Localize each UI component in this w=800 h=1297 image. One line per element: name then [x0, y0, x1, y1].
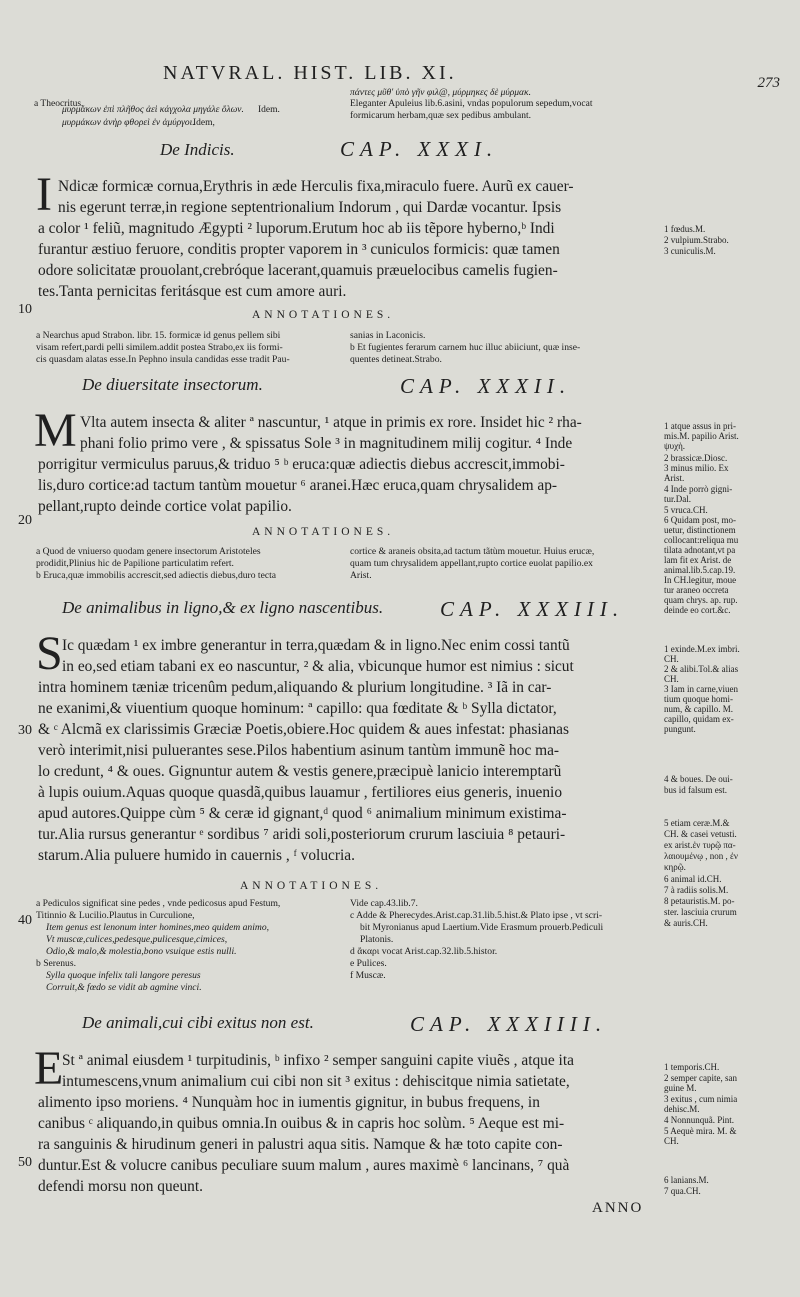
text-line: duntur.Est & volucre canibus peculiare suum malum , aures maximè ⁶ lancinans, ⁷ quà — [38, 1157, 570, 1174]
text-line: Vlta autem insecta & aliter ª nascuntur, ¹ atque in primis ex rore. Insidet hic ² rha- — [80, 414, 582, 431]
margin-note: guine M. — [664, 1083, 697, 1093]
annotation-line: quentes detineat.Strabo. — [350, 354, 442, 365]
text-line: à lupis ouium.Aquas quoque quasdã,quibus lauamur , fertiliores eius generis, inuenio — [38, 784, 563, 801]
margin-note: 1 atque assus in pri- — [664, 421, 736, 431]
annotation-line: b Et fugientes ferarum carnem huc illuc abiiciunt, quæ inse- — [350, 342, 581, 353]
margin-note: 3 minus milio. Ex — [664, 463, 729, 473]
annotation-line: d ἄκαρι vocat Arist.cap.32.lib.5.histor. — [350, 946, 498, 957]
margin-note: tur.Dal. — [664, 494, 691, 504]
margin-note: deinde eo cort.&c. — [664, 605, 731, 615]
margin-note: 6 lanians.M. — [664, 1175, 709, 1185]
top-note-right-3: formicarum herbam,quæ sex pedibus ambulant. — [350, 111, 531, 121]
margin-note: 5 etiam ceræ.M.& — [664, 818, 730, 828]
line-number: 10 — [18, 302, 32, 317]
drop-cap: M — [34, 404, 77, 457]
annotation-line: c Adde & Pherecydes.Arist.cap.31.lib.5.hist.& Plato ipse , vt scri- — [350, 910, 603, 921]
margin-note: quam chrys. ap. rup. — [664, 595, 738, 605]
annotation-line: Arist. — [350, 570, 372, 581]
margin-note: 4 Nonnunquã. Pint. — [664, 1115, 735, 1125]
text-line: lis,duro cortice:ad tactum tantùm mouetur ⁶ aranei.Hæc eruca,quam chrysalidem ap- — [38, 477, 558, 494]
text-line: a color ¹ feliũ, magnitudo Ægypti ² luporum.Erutum hoc ab iis tẽpore hyberno,ᵇ Indi — [38, 220, 555, 237]
top-note-left-4: Idem. — [258, 105, 280, 115]
margin-note: capillo, quidam ex- — [664, 714, 734, 724]
text-line: phani folio primo vere , & spissatus Sole ³ in magnitudinem milij cogitur. ⁴ Inde — [80, 435, 573, 452]
section-title: De Indicis. — [160, 140, 235, 159]
margin-note: 8 petauristis.M. po- — [664, 896, 735, 906]
top-note-right-1: πάντες μῦθ' ὑπὸ γῆν φιλ@, μύρμηκες δὲ μύρμακ. — [350, 88, 531, 98]
margin-note: & auris.CH. — [664, 918, 708, 928]
margin-note: 7 qua.CH. — [664, 1186, 701, 1196]
text-line: tes.Tanta pernicitas feritásque est cum amore auri. — [38, 283, 347, 300]
annotations-heading: ANNOTATIONES. — [252, 309, 395, 321]
margin-note: 2 vulpium.Strabo. — [664, 235, 729, 245]
text-line: in eo,sed etiam tabani ex eo nascuntur, ² & alia, vbicunque humor est nimius : sicut — [62, 658, 574, 675]
text-line: ne exanimi,& viuentium quoque hominum: ª capillo: qua fœditate & ᵇ Sylla dictator, — [38, 700, 557, 717]
text-line: St ª animal eiusdem ¹ turpitudinis, ᵇ infixo ² semper sanguini capite viuẽs , atque ita — [62, 1052, 574, 1069]
text-line: nis egerunt terræ,in regione septentrionalium Indorum , qui Dardæ vocantur. Ipsis — [58, 199, 562, 216]
annotation-line: a Nearchus apud Strabon. libr. 15. formicæ id genus pellem sibi — [36, 330, 281, 341]
drop-cap: I — [36, 168, 52, 221]
annotation-line: b Serenus. — [36, 958, 76, 969]
margin-note: CH. & casei vetusti. — [664, 829, 737, 839]
margin-note: 6 Quidam post, mo- — [664, 515, 736, 525]
annotation-line: Odio,& malo,& molestia,bono vsuique estis nulli. — [46, 946, 237, 957]
margin-note: 1 exinde.M.ex imbri. — [664, 644, 740, 654]
text-line: furantur æstiuo feruore, conditis propter vaporem in ³ cuniculos formicis: quæ tamen — [38, 241, 560, 258]
annotation-line: prodidit,Plinius hic de Papilione particulatim refert. — [36, 558, 234, 569]
annotation-line: Platonis. — [360, 934, 394, 945]
margin-note: In CH.legitur, moue — [664, 575, 737, 585]
margin-note: λαιουμένῳ , non , ἐν — [664, 851, 738, 861]
text-line: defendi morsu non queunt. — [38, 1178, 203, 1195]
margin-note: 3 exitus , cum nimia — [664, 1094, 738, 1104]
text-line: tur.Alia rursus generantur ᵉ sordibus ⁷ aridi soli,posteriorum crurum lasciuia ⁸ petauri- — [38, 826, 566, 843]
margin-note: 7 à radiis solis.M. — [664, 885, 729, 895]
annotation-line: b Eruca,quæ immobilis accrescit,sed adiectis diebus,duro tecta — [36, 570, 277, 581]
annotations-heading: ANNOTATIONES. — [252, 526, 395, 538]
section-title: De animali,cui cibi exitus non est. — [82, 1013, 314, 1032]
margin-note: 5 Aequè mira. M. & — [664, 1126, 737, 1136]
section-title: De animalibus in ligno,& ex ligno nascentibus. — [62, 598, 384, 617]
drop-cap: E — [34, 1042, 64, 1095]
line-number: 30 — [18, 723, 32, 738]
top-note-left-3: μυρμάκων ἀνὴρ φθορεὶ ἐν ἀμύργοι. — [62, 118, 195, 128]
margin-note: 2 & alibi.Tol.& alias — [664, 664, 739, 674]
annotation-line: Titinnio & Lucilio.Plautus in Curculione, — [36, 910, 195, 921]
chapter-number: CAP. XXXIIII. — [410, 1012, 608, 1036]
top-note-left-1: a Theocritus, — [34, 99, 84, 109]
annotation-line: Sylla quoque infelix tali langore peresus — [46, 970, 201, 981]
text-line: odore solicitatæ prouolant,crebróque lacerant,quamuis præuelocibus camelis fugien- — [38, 262, 558, 279]
margin-note: ψυχὴ. — [664, 441, 686, 451]
margin-note: tium quoque homi- — [664, 694, 733, 704]
annotation-line: bit Myronianus apud Laertium.Vide Erasmum prouerb.Pediculi — [360, 922, 604, 933]
running-title: NATVRAL. HIST. LIB. XI. — [163, 62, 457, 84]
margin-note: 4 & boues. De oui- — [664, 774, 733, 784]
margin-note: 2 semper capite, san — [664, 1073, 737, 1083]
margin-note: CH. — [664, 674, 679, 684]
top-note-right-2: Eleganter Apuleius lib.6.asini, vndas populorum sepedum,vocat — [350, 99, 593, 109]
catchword: ANNO — [592, 1200, 644, 1216]
text-line: intumescens,vnum animalium cui cibi non sit ³ exitus : dehiscitque nimia satietate, — [62, 1073, 570, 1090]
margin-note: tilata adnotant,vt pa — [664, 545, 736, 555]
line-number: 50 — [18, 1155, 32, 1170]
annotation-line: f Muscæ. — [350, 970, 386, 981]
chapter-number: CAP. XXXII. — [400, 374, 572, 398]
text-line: canibus ᶜ aliquando,in quibus omnia.In ouibus & in capris hoc solùm. ⁵ Aeque est mi- — [38, 1115, 565, 1132]
line-number: 40 — [18, 913, 32, 928]
margin-note: 1 temporis.CH. — [664, 1062, 720, 1072]
text-line: porrigitur vermiculus paruus,& triduo ⁵ ᵇ eruca:quæ adiectis diebus accrescit,immobi- — [38, 456, 565, 473]
margin-note: 4 Inde porrò gigni- — [664, 484, 733, 494]
top-note-left-2: μυρμάκων ἐπὶ πλῆθος ἀεὶ κάγχολα μηγάλε ὄλων. — [62, 105, 244, 115]
margin-note: CH. — [664, 1136, 679, 1146]
annotation-line: visam refert,pardi pelli similem.addit postea Strabo,ex iis formi- — [36, 342, 283, 353]
text-line: verò interimit,nisi puluerantes sese.Pilos habentium asinum tantùm immunẽ hoc ma- — [38, 742, 560, 759]
annotation-line: a Pediculos significat sine pedes , vnde pedicosus apud Festum, — [36, 898, 281, 909]
annotation-line: Item genus est lenonum inter homines,meo quidem animo, — [46, 922, 270, 933]
text-line: apud autores.Quippe cùm ⁵ & ceræ id gignant,ᵈ quod ⁶ animalium minimum existima- — [38, 805, 567, 822]
margin-note: CH. — [664, 654, 679, 664]
margin-note: κηρῷ. — [664, 862, 686, 872]
margin-note: 2 brassicæ.Diosc. — [664, 453, 728, 463]
text-line: ra sanguinis & hirudinum generi in palustri aqua sitis. Namque & hæ toto capite con- — [38, 1136, 563, 1153]
margin-note: animal.lib.5.cap.19. — [664, 565, 736, 575]
chapter-number: CAP. XXXIII. — [440, 597, 625, 621]
margin-note: Arist. — [664, 473, 685, 483]
annotation-line: Corruit,& fœdo se vidit ab agmine vinci. — [46, 982, 202, 993]
annotation-line: e Pulices. — [350, 958, 387, 969]
text-line: & ᶜ Alcmã ex clarissimis Græciæ Poetis,obiere.Hoc quidem & aues infestat: phasianas — [38, 721, 569, 738]
text-line: intra hominem tæniæ tricenûm pedum,aliquando & plurium longitudine. ³ Iã in car- — [38, 679, 552, 696]
annotation-line: sanias in Laconicis. — [350, 330, 426, 341]
top-note-left-5: Idem, — [193, 118, 215, 128]
margin-note: num, & capillo. M. — [664, 704, 733, 714]
margin-note: uetur, distinctionem — [664, 525, 736, 535]
margin-note: ex arist.ἐν τυρῷ πα- — [664, 840, 736, 850]
line-number: 20 — [18, 513, 32, 528]
folio-number: 273 — [757, 75, 780, 91]
annotation-line: quam tum chrysalidem appellant,rupto cortice euolat papilio.ex — [350, 558, 593, 569]
text-line: pellant,rupto deinde cortice volat papilio. — [38, 498, 292, 515]
section-title: De diuersitate insectorum. — [82, 375, 263, 394]
margin-note: pungunt. — [664, 724, 696, 734]
margin-note: tur araneo occreta — [664, 585, 729, 595]
annotation-line: cortice & araneis obsita,ad tactum tãtùm mouetur. Huius erucæ, — [350, 546, 595, 557]
margin-note: 1 fœdus.M. — [664, 224, 706, 234]
annotation-line: Vide cap.43.lib.7. — [350, 898, 418, 909]
text-line: Ic quædam ¹ ex imbre generantur in terra,quædam & in ligno.Nec enim cossi tantũ — [62, 637, 570, 654]
annotation-line: Vt muscæ,culices,pedesque,pulicesque,cimices, — [46, 934, 228, 945]
margin-note: lam fit ex Arist. de — [664, 555, 732, 565]
margin-note: 3 cuniculis.M. — [664, 246, 716, 256]
margin-note: dehisc.M. — [664, 1104, 700, 1114]
margin-note: bus id falsum est. — [664, 785, 727, 795]
margin-note: 3 Iam in carne,viuen — [664, 684, 738, 694]
text-line: alimento ipso moriens. ⁴ Nunquàm hoc in iumentis gignitur, in bubus frequens, in — [38, 1094, 540, 1111]
text-line: starum.Alia puluere humido in cauernis , ᶠ volucria. — [38, 847, 355, 864]
annotation-line: a Quod de vniuerso quodam genere insectorum Aristoteles — [36, 546, 261, 557]
margin-note: ster. lasciuia crurum — [664, 907, 737, 917]
margin-note: collocant:reliqua mu — [664, 535, 739, 545]
chapter-number: CAP. XXXI. — [340, 137, 499, 161]
margin-note: mis.M. papilio Arist. — [664, 431, 739, 441]
drop-cap: S — [36, 627, 63, 680]
margin-note: 5 vruca.CH. — [664, 505, 708, 515]
text-line: lo credunt, ⁴ & oues. Gignuntur autem & vestis genere,præcipuè lanicio interemptarũ — [38, 763, 562, 780]
text-line: Ndicæ formicæ cornua,Erythris in æde Herculis fixa,miraculo fuere. Aurũ ex cauer- — [58, 178, 574, 195]
annotation-line: cis quasdam alatas esse.In Pephno insula candidas esse tradit Pau- — [36, 354, 290, 365]
margin-note: 6 animal id.CH. — [664, 874, 722, 884]
annotations-heading: ANNOTATIONES. — [240, 880, 383, 892]
